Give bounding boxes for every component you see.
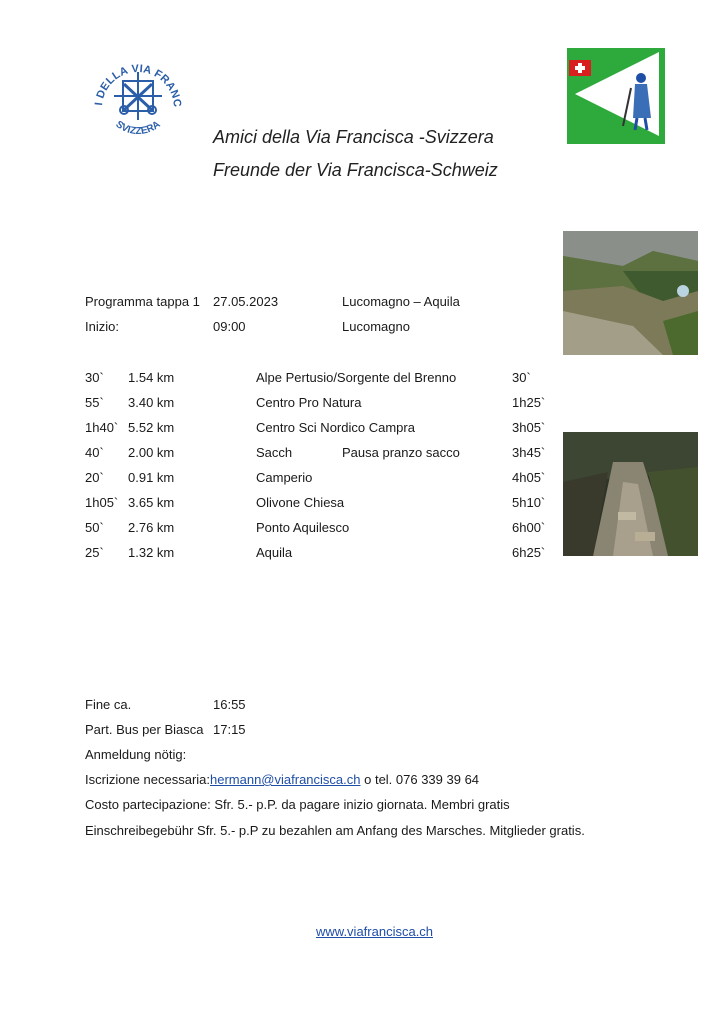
bus-time: 17:15 xyxy=(213,722,246,737)
title-german: Freunde der Via Francisca-Schweiz xyxy=(213,160,498,180)
stage-place: Alpe Pertusio/Sorgente del Brenno xyxy=(256,370,457,385)
website-line xyxy=(316,924,433,940)
stage-duration: 20` xyxy=(85,470,104,485)
stage-place: Centro Sci Nordico Campra xyxy=(256,420,415,435)
registration-line xyxy=(85,772,479,788)
program-date: 27.05.2023 xyxy=(213,294,279,309)
stage-cumulative: 1h25` xyxy=(512,395,546,410)
phone-text: o tel. 076 339 39 64 xyxy=(364,772,480,787)
stage-place: Centro Pro Natura xyxy=(256,395,362,410)
stage-duration: 55` xyxy=(85,395,104,410)
stage-distance: 1.32 km xyxy=(128,545,175,560)
stage-place: Sacch xyxy=(256,445,293,460)
stage-distance: 5.52 km xyxy=(128,420,175,435)
stage-cumulative: 3h05` xyxy=(512,420,546,435)
stage-cumulative: 30` xyxy=(512,370,531,385)
stage-note: Pausa pranzo sacco xyxy=(342,445,460,460)
stage-place: Olivone Chiesa xyxy=(256,495,345,510)
start-place: Lucomagno xyxy=(342,319,410,334)
stage-duration: 30` xyxy=(85,370,104,385)
website-link[interactable]: www.viafrancisca.ch xyxy=(316,924,434,939)
end-label: Fine ca. xyxy=(85,697,132,712)
stage-duration: 40` xyxy=(85,445,104,460)
logo-bottom-text: SVIZZERA xyxy=(113,118,163,138)
stage-cumulative: 5h10` xyxy=(512,495,546,510)
stage-cumulative: 6h25` xyxy=(512,545,546,560)
stage-distance: 3.40 km xyxy=(128,395,175,410)
stage-cumulative: 4h05` xyxy=(512,470,546,485)
stage-place: Camperio xyxy=(256,470,313,485)
start-label: Inizio: xyxy=(85,319,119,334)
stage-cumulative: 3h45` xyxy=(512,445,546,460)
via-francisca-flag xyxy=(567,48,665,144)
rocky-trail-photo xyxy=(563,432,698,556)
program-label: Programma tappa 1 xyxy=(85,294,200,309)
bus-label: Part. Bus per Biasca xyxy=(85,722,204,737)
stage-distance: 2.76 km xyxy=(128,520,175,535)
registration-italian-label: Iscrizione necessaria: xyxy=(85,772,210,787)
logo-ring-text: I DELLA VIA FRANC xyxy=(93,62,184,108)
stage-distance: 1.54 km xyxy=(128,370,175,385)
cost-german: Einschreibegebühr Sfr. 5.- p.P zu bezahlen am Anfang des Marsches. Mitglieder gratis. xyxy=(85,823,585,838)
stage-place: Ponto Aquilesco xyxy=(256,520,350,535)
stage-distance: 2.00 km xyxy=(128,445,175,460)
stage-duration: 25` xyxy=(85,545,104,560)
mountain-valley-photo xyxy=(563,231,698,355)
stage-duration: 1h40` xyxy=(85,420,119,435)
start-time: 09:00 xyxy=(213,319,246,334)
program-route: Lucomagno – Aquila xyxy=(342,294,460,309)
stage-place: Aquila xyxy=(256,545,293,560)
stage-duration: 1h05` xyxy=(85,495,119,510)
association-logo xyxy=(86,48,190,152)
svg-text:SVIZZERA xyxy=(113,119,162,137)
title-italian: Amici della Via Francisca -Svizzera xyxy=(213,127,494,147)
stage-duration: 50` xyxy=(85,520,104,535)
end-time: 16:55 xyxy=(213,697,246,712)
cost-italian: Costo partecipazione: Sfr. 5.- p.P. da pagare inizio giornata. Membri gratis xyxy=(85,797,510,812)
stage-distance: 3.65 km xyxy=(128,495,175,510)
stage-distance: 0.91 km xyxy=(128,470,175,485)
registration-german: Anmeldung nötig: xyxy=(85,747,187,762)
email-link[interactable]: hermann@viafrancisca.ch xyxy=(210,772,361,787)
stage-cumulative: 6h00` xyxy=(512,520,546,535)
